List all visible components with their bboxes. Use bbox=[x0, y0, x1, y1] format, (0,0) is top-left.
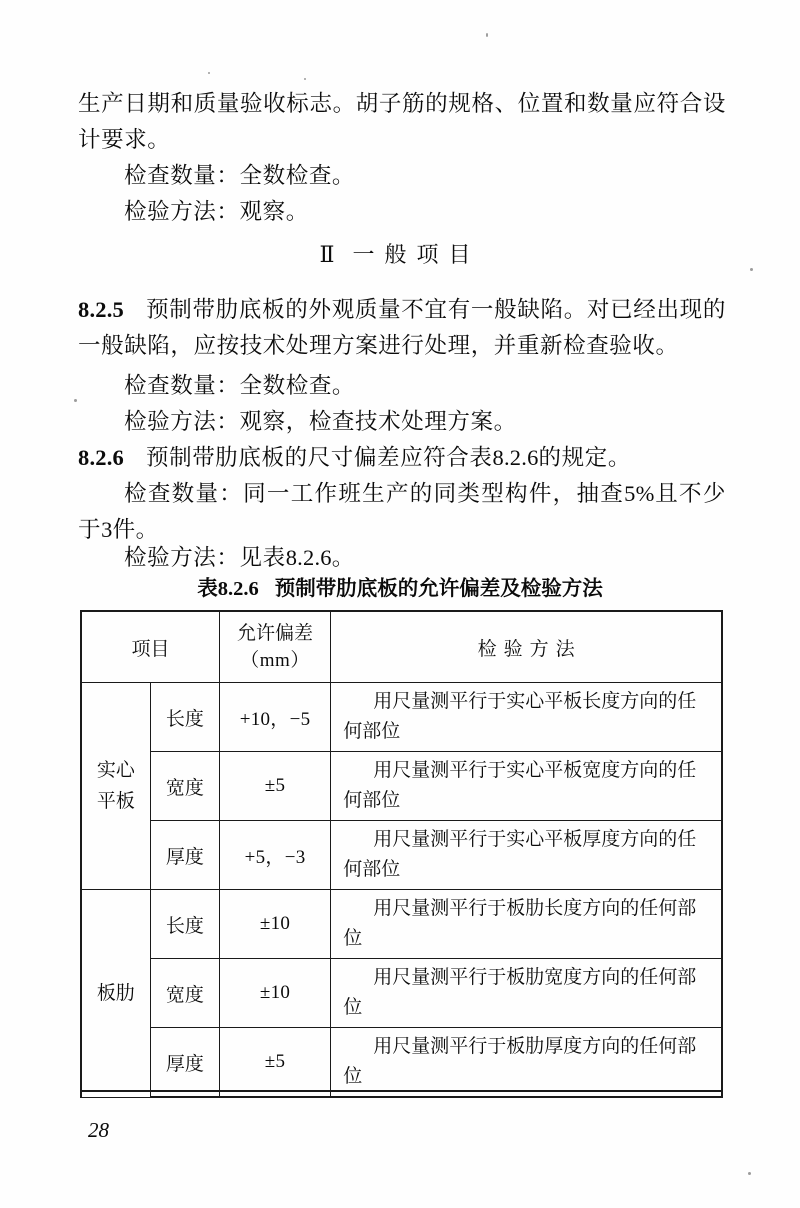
inspection-quantity-text-b: 且不少于 bbox=[78, 481, 726, 542]
inspection-quantity-2 bbox=[78, 368, 726, 404]
sampling-minimum-count: 3 bbox=[101, 517, 113, 542]
table-caption-label: 表 bbox=[197, 577, 218, 600]
inspection-quantity-text-a: 同一工作班生产的同类型构件，抽查 bbox=[243, 481, 625, 506]
method-text: 用尺量测平行于板肋长度方向的任何部位 bbox=[343, 898, 697, 949]
allowable-deviation-table bbox=[80, 610, 723, 1098]
scan-speckle bbox=[748, 1172, 751, 1175]
inspection-method-line bbox=[78, 404, 726, 440]
paragraph-text: 生产日期和质量验收标志。胡子筋的规格、位置和数量应符合设计要求。 bbox=[78, 91, 726, 152]
header-tolerance-unit: （mm） bbox=[240, 650, 310, 671]
clause-text: 预制带肋底板的外观质量不宜有一般缺陷。对已经出现的一般缺陷，应按技术处理方案进行处理，并重新检查验收。 bbox=[78, 297, 726, 358]
header-cell-item: 项目 bbox=[81, 611, 219, 683]
table-row bbox=[81, 959, 722, 1028]
inspection-method-line bbox=[78, 540, 726, 576]
sampling-percentage: 5% bbox=[624, 481, 655, 506]
item-label: 长度 bbox=[150, 683, 219, 752]
method-text: 用尺量测平行于实心平板厚度方向的任何部位 bbox=[343, 829, 697, 880]
clause-number: 8.2.5 bbox=[78, 297, 124, 322]
item-label: 厚度 bbox=[150, 821, 219, 890]
section-heading bbox=[0, 240, 800, 270]
inspection-quantity-value: 全数检查。 bbox=[239, 163, 356, 188]
item-label: 宽度 bbox=[150, 752, 219, 821]
inspection-quantity-label: 检查数量： bbox=[124, 373, 240, 398]
inspection-method-label: 检验方法： bbox=[124, 545, 240, 570]
method-cell bbox=[331, 1028, 722, 1098]
inspection-method-3 bbox=[78, 540, 726, 576]
tolerance-value bbox=[219, 821, 330, 890]
table-header-row bbox=[81, 611, 722, 683]
scan-speckle bbox=[74, 399, 77, 402]
scan-speckle bbox=[486, 33, 488, 37]
inspection-quantity-line bbox=[78, 368, 726, 404]
inspection-method-2 bbox=[78, 404, 726, 440]
tolerance-text: +5，−3 bbox=[244, 846, 306, 868]
inspection-method-1 bbox=[78, 194, 726, 230]
clause-paragraph bbox=[78, 440, 726, 476]
group-label-line1: 板肋 bbox=[96, 982, 135, 1004]
header-cell-method: 检验方法 bbox=[331, 611, 722, 683]
clause-number: 8.2.6 bbox=[78, 445, 124, 470]
table-caption-title: 预制带肋底板的允许偏差及检验方法 bbox=[274, 577, 603, 600]
clause-text-a: 预制带肋底板的尺寸偏差应符合表 bbox=[146, 445, 493, 470]
inspection-quantity-3 bbox=[78, 476, 726, 548]
tolerance-text: ±5 bbox=[264, 775, 286, 796]
table-row bbox=[81, 890, 722, 959]
scan-speckle bbox=[208, 72, 210, 74]
method-cell bbox=[331, 821, 722, 890]
group-label-line2: 平板 bbox=[96, 791, 135, 812]
clause-text-b: 的规定。 bbox=[538, 445, 631, 470]
inspection-quantity-line bbox=[78, 158, 726, 194]
inspection-method-text-b: 。 bbox=[331, 545, 355, 570]
item-label: 厚度 bbox=[150, 1028, 219, 1098]
item-label: 长度 bbox=[150, 890, 219, 959]
inspection-method-text-a: 见表 bbox=[239, 545, 286, 570]
inspection-method-value: 观察，检查技术处理方案。 bbox=[239, 409, 517, 434]
paragraph-continued bbox=[78, 86, 726, 158]
tolerance-text: ±10 bbox=[259, 913, 291, 934]
group-label-solid-slab bbox=[81, 683, 150, 890]
inspection-quantity-line bbox=[78, 476, 726, 548]
tolerance-text: +10，−5 bbox=[239, 708, 311, 730]
inspection-method-label: 检验方法： bbox=[124, 409, 240, 434]
header-tolerance-line1: 允许偏差 bbox=[237, 623, 314, 644]
inspection-method-label: 检验方法： bbox=[124, 199, 240, 224]
scan-speckle bbox=[304, 78, 306, 80]
inspection-quantity-text-c: 件。 bbox=[112, 517, 159, 542]
section-heading-title: 一般项目 bbox=[352, 242, 481, 267]
section-heading-numeral: Ⅱ bbox=[319, 242, 335, 267]
tolerance-text: ±10 bbox=[259, 982, 291, 1003]
table-row bbox=[81, 1028, 722, 1098]
table-row bbox=[81, 752, 722, 821]
method-cell bbox=[331, 683, 722, 752]
group-label-line1: 实心 bbox=[96, 760, 135, 781]
table-row bbox=[81, 821, 722, 890]
tolerance-value bbox=[219, 752, 330, 821]
method-cell bbox=[331, 752, 722, 821]
table-reference: 8.2.6 bbox=[492, 445, 539, 470]
clause-8-2-5 bbox=[78, 292, 726, 364]
inspection-method-value: 观察。 bbox=[239, 199, 309, 224]
item-label: 宽度 bbox=[150, 959, 219, 1028]
tolerance-value bbox=[219, 1028, 330, 1098]
method-text: 用尺量测平行于实心平板宽度方向的任何部位 bbox=[343, 760, 697, 811]
inspection-quantity-label: 检查数量： bbox=[124, 163, 240, 188]
tolerance-text: ±5 bbox=[264, 1051, 286, 1072]
clause-8-2-6 bbox=[78, 440, 726, 476]
method-text: 用尺量测平行于板肋宽度方向的任何部位 bbox=[343, 967, 697, 1018]
table-row bbox=[81, 683, 722, 752]
method-cell bbox=[331, 890, 722, 959]
inspection-quantity-value: 全数检查。 bbox=[239, 373, 356, 398]
inspection-quantity-1 bbox=[78, 158, 726, 194]
tolerance-value bbox=[219, 890, 330, 959]
group-label-rib bbox=[81, 890, 150, 1098]
table-bottom-border bbox=[80, 1090, 723, 1092]
method-text: 用尺量测平行于板肋厚度方向的任何部位 bbox=[343, 1036, 697, 1087]
inspection-method-line bbox=[78, 194, 726, 230]
inspection-quantity-label: 检查数量： bbox=[124, 481, 244, 506]
table-caption-number: 8.2.6 bbox=[217, 578, 259, 600]
method-cell bbox=[331, 959, 722, 1028]
method-text: 用尺量测平行于实心平板长度方向的任何部位 bbox=[343, 691, 697, 742]
tolerance-value bbox=[219, 683, 330, 752]
header-cell-tolerance bbox=[219, 611, 330, 683]
tolerance-value bbox=[219, 959, 330, 1028]
table-reference: 8.2.6 bbox=[285, 545, 332, 570]
clause-paragraph bbox=[78, 292, 726, 364]
page-number: 28 bbox=[88, 1118, 109, 1142]
table-caption bbox=[0, 576, 800, 602]
